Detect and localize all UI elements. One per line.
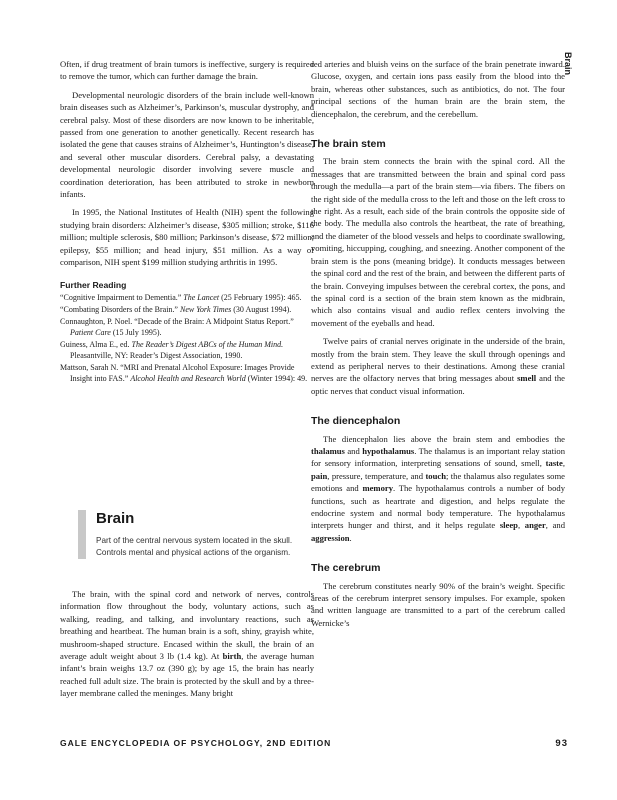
reference-item: “Cognitive Impairment to Dementia.” The Lancet (25 February 1995): 465.	[60, 292, 302, 302]
reference-item: Mattson, Sarah N. “MRI and Prenatal Alcohol Exposure: Images Provide Insight into FAS.” Alcohol Health and Research World (Winter 1994): 49.	[60, 362, 308, 383]
paragraph: In 1995, the National Institutes of Health (NIH) spent the following studying brain disorders: Alzheimer’s disease, $305 million; stroke, $116 million; multiple sclerosis, $80 million; Parkinson’s disease, $72 million; epilepsy, $55 million; and head injury, $51 million. As a way of comparison, NIH spent $199 million studying arthritis in 1995.	[60, 207, 314, 268]
paragraph: The cerebrum constitutes nearly 90% of the brain’s weight. Specific areas of the cerebrum interpret sensory impulses. For example, spoken and written language are transmitted to a part of the cerebrum called Wernicke’s	[311, 580, 565, 628]
section-side-tab: Brain	[563, 52, 573, 76]
reference-item: Guiness, Alma E., ed. The Reader’s Digest ABCs of the Human Mind. Pleasantville, NY: Reader’s Digest Association, 1990.	[60, 339, 284, 360]
page-footer	[60, 738, 568, 749]
page-number: 93	[555, 738, 568, 749]
paragraph: Developmental neurologic disorders of the brain include well-known brain diseases such as Alzheimer’s, Parkinson’s, muscular dystrophy, and cerebral palsy. Most of these disorders are now known to be inheritable, passed from one generation to another genetically. Recent research has isolated the gene that causes strains of Alzheimer’s, Huntington’s disease, and several other muscular disorders. Cerebral palsy, a devastating developmental neurologic disorder involving severe muscle and coordination deterioration, has been attributed to stroke in newborn infants.	[60, 89, 314, 200]
paragraph: red arteries and bluish veins on the surface of the brain penetrate inward. Glucose, oxygen, and certain ions pass easily from the blood into the brain, whereas other substances, such as antibiotics, do not. The four principal sections of the human brain are the brain stem, the diencephalon, the cerebrum, and the cerebellum.	[311, 59, 565, 119]
further-reading-heading: Further Reading	[60, 279, 127, 290]
section-heading-brain-stem: The brain stem	[311, 138, 386, 151]
paragraph: The brain stem connects the brain with the spinal cord. All the messages that are transmitted between the brain and spinal cord pass through the medulla—a part of the brain stem—via fibers. The fibers on the right side of the medulla cross to the left and those on the left cross to the right. As a result, each side of the brain controls the opposite side of the body. The medulla also controls the heartbeat, the rate of breathing, and the diameter of the blood vessels and helps to coordinate swallowing, vomiting, hiccupping, coughing, and sneezing. Another component of the brain stem is the pons (meaning bridge). It conducts messages between the spinal cord and the rest of the brain, and between the different parts of the brain. Conveying impulses between the cerebral cortex, the pons, and the spinal cord is a section of the brain stem known as the midbrain, which also contains visual and audio reflex centers involving the movement of the eyeballs and head.	[311, 156, 565, 328]
reference-item: Connaughton, P. Noel. “Decade of the Brain: A Midpoint Status Report.” Patient Care (15 July 1995).	[60, 316, 294, 337]
left-column	[60, 58, 314, 384]
paragraph: The diencephalon lies above the brain stem and embodies the thalamus and hypothalamus. The thalamus is an important relay station for sensory information, interpreting sensations of sound, smell, taste, pain, pressure, temperature, and touch; the thalamus also regulates some emotions and memory. The hypothalamus controls a number of body functions, such as heartrate and digestion, and helps regulate the endocrine system and normal body temperature. The hypothalamus interprets hunger and thirst, and it helps regulate sleep, anger, and aggression.	[311, 433, 565, 543]
footer-title: GALE ENCYCLOPEDIA OF PSYCHOLOGY, 2ND EDITION	[60, 738, 332, 748]
right-column	[311, 58, 565, 629]
paragraph: Often, if drug treatment of brain tumors is ineffective, surgery is required to remove the tumor, which can further damage the brain.	[60, 59, 314, 82]
entry-header-box	[78, 510, 324, 559]
entry-body	[60, 588, 314, 700]
paragraph: The brain, with the spinal cord and network of nerves, controls information flow throughout the body, voluntary actions, such as walking, reading, and talking, and involuntary reactions, such as breathing and heartbeat. The human brain is a soft, shiny, grayish white, mushroom-shaped structure. Encased within the skull, the brain of an average adult weight about 3 lb (1.4 kg). At birth, the average human infant’s brain weighs 13.7 oz (390 g); by age 15, the brain has nearly reached full adult size. The brain is protected by the skull and by a three-layer membrane called the meninges. Many bright	[60, 589, 314, 699]
section-heading-diencephalon: The diencephalon	[311, 415, 401, 428]
entry-title: Brain	[96, 510, 135, 527]
reference-item: “Combating Disorders of the Brain.” New York Times (30 August 1994).	[60, 304, 292, 314]
entry-definition: Part of the central nervous system located in the skull. Controls mental and physical actions of the organism.	[96, 536, 293, 557]
section-heading-cerebrum: The cerebrum	[311, 562, 381, 575]
paragraph: Twelve pairs of cranial nerves originate in the underside of the brain, mostly from the brain stem. They leave the skull through openings and extend as peripheral nerves to their destinations. Among these cranial nerves are the olfactory nerves that bring messages about smell and the optic nerves that conduct visual information.	[311, 336, 565, 396]
